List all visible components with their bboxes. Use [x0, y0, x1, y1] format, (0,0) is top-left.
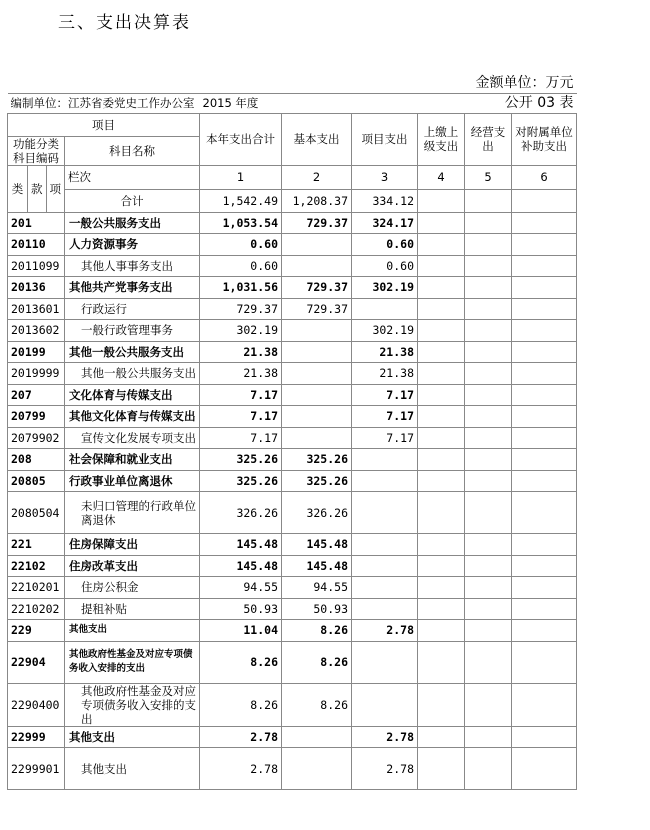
subject-name: 其他支出: [65, 620, 200, 642]
table-row: [8, 470, 577, 492]
business-amount: [465, 189, 512, 212]
subject-code: 208: [8, 449, 65, 471]
table-row: [8, 683, 577, 726]
project-amount: 302.19: [352, 320, 418, 342]
subject-code: 2013601: [8, 298, 65, 320]
subject-code: 20110: [8, 234, 65, 256]
subject-name: 其他共产党事务支出: [65, 277, 200, 299]
project-amount: 7.17: [352, 406, 418, 428]
table-row: [8, 427, 577, 449]
subsidy-amount: [512, 748, 577, 790]
table-row: [8, 320, 577, 342]
basic-amount: 1,208.37: [282, 189, 352, 212]
table-row: [8, 255, 577, 277]
basic-amount: 8.26: [282, 620, 352, 642]
header-col-no: 栏次: [65, 165, 200, 189]
header-lei: 类: [8, 165, 28, 212]
basic-amount: [282, 234, 352, 256]
subsidy-amount: [512, 234, 577, 256]
table-row: [8, 726, 577, 748]
col-index: 1: [200, 165, 282, 189]
total-amount: 7.17: [200, 427, 282, 449]
basic-amount: [282, 748, 352, 790]
total-amount: 11.04: [200, 620, 282, 642]
col-index: 5: [465, 165, 512, 189]
subject-code: 2079902: [8, 427, 65, 449]
subject-code: 207: [8, 384, 65, 406]
subsidy-amount: [512, 683, 577, 726]
basic-amount: [282, 255, 352, 277]
business-amount: [465, 748, 512, 790]
total-amount: 21.38: [200, 363, 282, 385]
project-amount: [352, 298, 418, 320]
basic-amount: 145.48: [282, 534, 352, 556]
total-amount: 21.38: [200, 341, 282, 363]
project-amount: [352, 449, 418, 471]
subsidy-amount: [512, 620, 577, 642]
project-amount: 0.60: [352, 255, 418, 277]
upper-amount: [418, 384, 465, 406]
project-amount: 334.12: [352, 189, 418, 212]
subject-name: 一般公共服务支出: [65, 212, 200, 234]
subsidy-amount: [512, 470, 577, 492]
upper-amount: [418, 255, 465, 277]
subject-code: 2011099: [8, 255, 65, 277]
header-upper: 上缴上级支出: [418, 113, 465, 165]
business-amount: [465, 427, 512, 449]
subject-code: 2080504: [8, 492, 65, 534]
subsidy-amount: [512, 189, 577, 212]
business-amount: [465, 492, 512, 534]
business-amount: [465, 683, 512, 726]
subject-code: 2299901: [8, 748, 65, 790]
basic-amount: 325.26: [282, 470, 352, 492]
table-row: [8, 212, 577, 234]
basic-amount: 729.37: [282, 277, 352, 299]
business-amount: [465, 234, 512, 256]
table-row: [8, 449, 577, 471]
business-amount: [465, 577, 512, 599]
business-amount: [465, 384, 512, 406]
business-amount: [465, 341, 512, 363]
total-amount: 2.78: [200, 748, 282, 790]
table-row: [8, 363, 577, 385]
business-amount: [465, 620, 512, 642]
project-amount: 0.60: [352, 234, 418, 256]
subject-name: 合计: [65, 189, 200, 212]
subject-name: 未归口管理的行政单位离退休: [65, 492, 200, 534]
upper-amount: [418, 534, 465, 556]
subsidy-amount: [512, 298, 577, 320]
subject-code: 2019999: [8, 363, 65, 385]
subsidy-amount: [512, 598, 577, 620]
business-amount: [465, 212, 512, 234]
subject-name: 一般行政管理事务: [65, 320, 200, 342]
business-amount: [465, 298, 512, 320]
table-row: [8, 577, 577, 599]
total-amount: 302.19: [200, 320, 282, 342]
header-subject-name: 科目名称: [65, 136, 200, 165]
upper-amount: [418, 427, 465, 449]
subsidy-amount: [512, 492, 577, 534]
subject-name: 其他文化体育与传媒支出: [65, 406, 200, 428]
subject-name: 住房改革支出: [65, 555, 200, 577]
col-index: 2: [282, 165, 352, 189]
project-amount: 324.17: [352, 212, 418, 234]
subsidy-amount: [512, 277, 577, 299]
subject-code: 20805: [8, 470, 65, 492]
subject-name: 其他支出: [65, 748, 200, 790]
upper-amount: [418, 577, 465, 599]
basic-amount: [282, 384, 352, 406]
subject-code: 201: [8, 212, 65, 234]
basic-amount: 729.37: [282, 212, 352, 234]
total-amount: 1,053.54: [200, 212, 282, 234]
subject-name: 宣传文化发展专项支出: [65, 427, 200, 449]
total-amount: 1,542.49: [200, 189, 282, 212]
subject-name: 其他政府性基金及对应专项债务收入安排的支出: [65, 641, 200, 683]
basic-amount: [282, 726, 352, 748]
subject-name: 住房公积金: [65, 577, 200, 599]
project-amount: 7.17: [352, 384, 418, 406]
header-basic: 基本支出: [282, 113, 352, 165]
total-amount: 94.55: [200, 577, 282, 599]
subsidy-amount: [512, 427, 577, 449]
subject-code: 22904: [8, 641, 65, 683]
upper-amount: [418, 748, 465, 790]
upper-amount: [418, 555, 465, 577]
basic-amount: 94.55: [282, 577, 352, 599]
subject-name: 其他政府性基金及对应专项债务收入安排的支出: [65, 683, 200, 726]
project-amount: 2.78: [352, 726, 418, 748]
upper-amount: [418, 212, 465, 234]
subject-code: 22102: [8, 555, 65, 577]
table-row: [8, 641, 577, 683]
table-row: [8, 555, 577, 577]
business-amount: [465, 598, 512, 620]
table-row: [8, 534, 577, 556]
subject-code: 2013602: [8, 320, 65, 342]
subject-name: 社会保障和就业支出: [65, 449, 200, 471]
table-row: [8, 234, 577, 256]
total-amount: 7.17: [200, 384, 282, 406]
basic-amount: 8.26: [282, 641, 352, 683]
subsidy-amount: [512, 577, 577, 599]
col-index: 3: [352, 165, 418, 189]
table-row: [8, 341, 577, 363]
project-amount: 2.78: [352, 748, 418, 790]
total-amount: 325.26: [200, 449, 282, 471]
org-label: 编制单位：江苏省委党史工作办公室: [8, 93, 200, 113]
project-amount: [352, 534, 418, 556]
business-amount: [465, 363, 512, 385]
subject-name: 住房保障支出: [65, 534, 200, 556]
subsidy-amount: [512, 320, 577, 342]
upper-amount: [418, 470, 465, 492]
upper-amount: [418, 726, 465, 748]
subject-code: 20136: [8, 277, 65, 299]
table-row: [8, 620, 577, 642]
form-number: 公开 03 表: [352, 93, 577, 113]
subsidy-amount: [512, 255, 577, 277]
subject-code: 2210202: [8, 598, 65, 620]
subject-code: 20199: [8, 341, 65, 363]
total-amount: 50.93: [200, 598, 282, 620]
project-amount: [352, 492, 418, 534]
upper-amount: [418, 598, 465, 620]
basic-amount: 50.93: [282, 598, 352, 620]
basic-amount: [282, 341, 352, 363]
project-amount: 21.38: [352, 341, 418, 363]
project-amount: [352, 598, 418, 620]
upper-amount: [418, 363, 465, 385]
header-total: 本年支出合计: [200, 113, 282, 165]
project-amount: 7.17: [352, 427, 418, 449]
subsidy-amount: [512, 726, 577, 748]
subject-code: 221: [8, 534, 65, 556]
total-amount: 8.26: [200, 683, 282, 726]
table-row: [8, 748, 577, 790]
project-amount: 21.38: [352, 363, 418, 385]
project-amount: 2.78: [352, 620, 418, 642]
upper-amount: [418, 341, 465, 363]
subject-code: 2210201: [8, 577, 65, 599]
table-row: [8, 384, 577, 406]
basic-amount: [282, 427, 352, 449]
project-amount: [352, 641, 418, 683]
basic-amount: 8.26: [282, 683, 352, 726]
project-amount: [352, 683, 418, 726]
table-row: [8, 598, 577, 620]
upper-amount: [418, 406, 465, 428]
total-amount: 326.26: [200, 492, 282, 534]
total-amount: 0.60: [200, 255, 282, 277]
basic-amount: 145.48: [282, 555, 352, 577]
subject-name: 其他支出: [65, 726, 200, 748]
col-index: 4: [418, 165, 465, 189]
subject-name: 行政运行: [65, 298, 200, 320]
business-amount: [465, 534, 512, 556]
col-index: 6: [512, 165, 577, 189]
project-amount: 302.19: [352, 277, 418, 299]
subject-code: 20799: [8, 406, 65, 428]
business-amount: [465, 726, 512, 748]
upper-amount: [418, 620, 465, 642]
total-amount: 325.26: [200, 470, 282, 492]
header-func-code: 功能分类科目编码: [8, 136, 65, 165]
business-amount: [465, 320, 512, 342]
subsidy-amount: [512, 363, 577, 385]
subject-name: 其他人事事务支出: [65, 255, 200, 277]
header-subsidy: 对附属单位补助支出: [512, 113, 577, 165]
business-amount: [465, 406, 512, 428]
table-row: [8, 298, 577, 320]
subject-name: 文化体育与传媒支出: [65, 384, 200, 406]
subject-code: 229: [8, 620, 65, 642]
upper-amount: [418, 298, 465, 320]
total-amount: 1,031.56: [200, 277, 282, 299]
business-amount: [465, 255, 512, 277]
table-row: [8, 277, 577, 299]
upper-amount: [418, 277, 465, 299]
expenditure-table: [7, 73, 577, 790]
business-amount: [465, 641, 512, 683]
total-amount: 7.17: [200, 406, 282, 428]
project-amount: [352, 577, 418, 599]
business-amount: [465, 277, 512, 299]
subject-code: 2290400: [8, 683, 65, 726]
project-amount: [352, 555, 418, 577]
subject-code: 22999: [8, 726, 65, 748]
total-amount: 145.48: [200, 555, 282, 577]
table-row: [8, 492, 577, 534]
total-amount: 729.37: [200, 298, 282, 320]
page-title: 三、支出决算表: [58, 13, 191, 33]
subsidy-amount: [512, 212, 577, 234]
upper-amount: [418, 641, 465, 683]
project-amount: [352, 470, 418, 492]
subject-name: 人力资源事务: [65, 234, 200, 256]
subject-name: 其他一般公共服务支出: [65, 363, 200, 385]
subsidy-amount: [512, 534, 577, 556]
header-item: 项目: [8, 113, 200, 136]
total-amount: 145.48: [200, 534, 282, 556]
unit-label: 金额单位：万元: [475, 74, 574, 91]
table-row: [8, 406, 577, 428]
total-amount: 0.60: [200, 234, 282, 256]
business-amount: [465, 470, 512, 492]
total-row: [8, 189, 577, 212]
header-business: 经营支出: [465, 113, 512, 165]
subsidy-amount: [512, 341, 577, 363]
header-kuan: 款: [28, 165, 47, 212]
basic-amount: 729.37: [282, 298, 352, 320]
subsidy-amount: [512, 641, 577, 683]
basic-amount: 326.26: [282, 492, 352, 534]
subject-name: 其他一般公共服务支出: [65, 341, 200, 363]
header-xiang: 项: [46, 165, 65, 212]
total-amount: 2.78: [200, 726, 282, 748]
business-amount: [465, 449, 512, 471]
header-project: 项目支出: [352, 113, 418, 165]
basic-amount: [282, 363, 352, 385]
upper-amount: [418, 683, 465, 726]
subject-name: 提租补贴: [65, 598, 200, 620]
subsidy-amount: [512, 555, 577, 577]
year-label: 2015 年度: [200, 93, 352, 113]
subsidy-amount: [512, 406, 577, 428]
upper-amount: [418, 492, 465, 534]
basic-amount: [282, 406, 352, 428]
business-amount: [465, 555, 512, 577]
subsidy-amount: [512, 449, 577, 471]
upper-amount: [418, 449, 465, 471]
upper-amount: [418, 234, 465, 256]
subject-name: 行政事业单位离退休: [65, 470, 200, 492]
upper-amount: [418, 320, 465, 342]
subsidy-amount: [512, 384, 577, 406]
total-amount: 8.26: [200, 641, 282, 683]
basic-amount: [282, 320, 352, 342]
basic-amount: 325.26: [282, 449, 352, 471]
upper-amount: [418, 189, 465, 212]
